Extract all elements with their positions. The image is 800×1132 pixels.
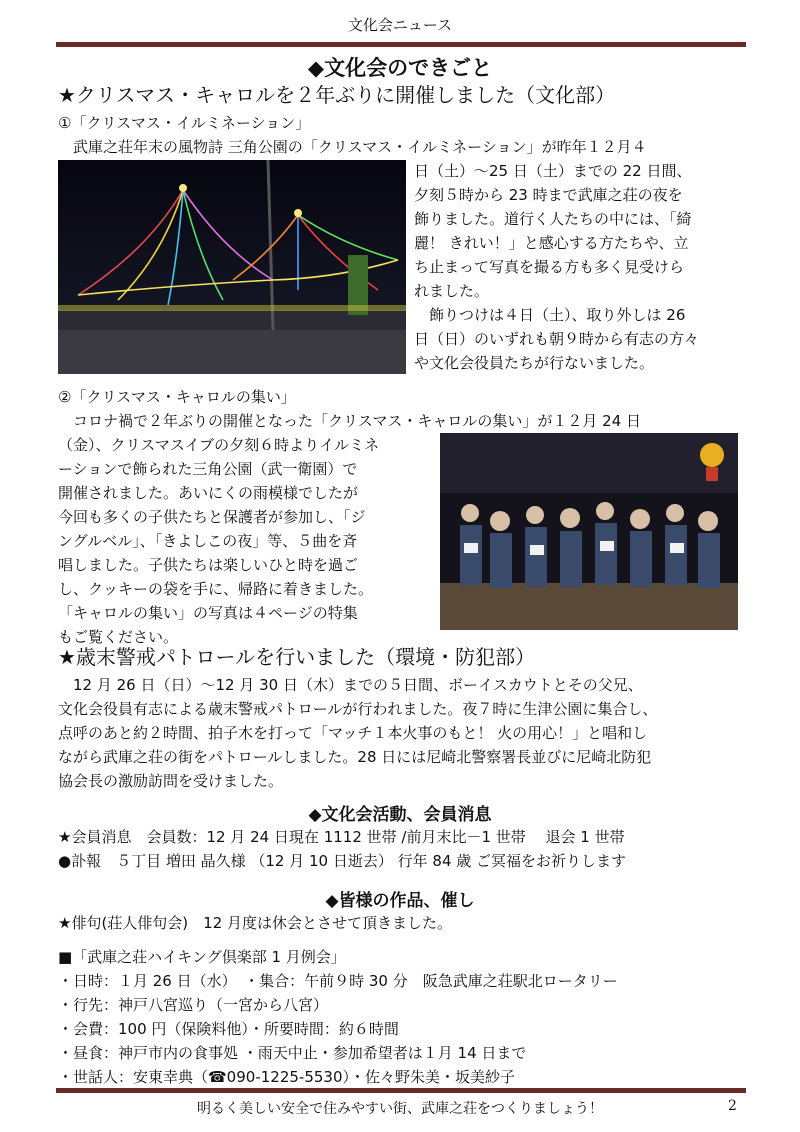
article-line: 開催されました。あいにくの雨模様でしたが (58, 484, 359, 502)
member-status-line: ★会員消息 会員数：12 月 24 日現在 1112 世帯 /前月末比－1 世帯 退会 1 世帯 (58, 828, 625, 846)
article-line: 飾りつけは４日（土）、取り外しは 26 (414, 306, 686, 324)
hiking-title: ■「武庫之荘ハイキング倶楽部 1 月例会」 (58, 948, 346, 966)
article-line: 12 月 26 日（日）～12 月 30 日（木）までの５日間、ボーイスカウトとその父兄、 (58, 676, 643, 694)
carol-choir-photo (440, 433, 738, 630)
article-line: ングルベル」、「きよしこの夜」等、５曲を斉 (58, 532, 358, 550)
subheading-carol: ②「クリスマス・キャロルの集い」 (58, 388, 296, 406)
article-heading-christmas: ★クリスマス・キャロルを２年ぶりに開催しました（文化部） (58, 83, 616, 107)
article-line: もご覧ください。 (58, 628, 179, 646)
section-title-activities: ◆文化会活動、会員消息 (308, 805, 492, 825)
article-line: 麗！ きれい！」と感心する方たちや、立 (414, 234, 689, 252)
article-line: 点呼のあと約２時間、拍子木を打って「マッチ１本火事のもと！ 火の用心！」と唱和し (58, 724, 648, 742)
article-line: 今回も多くの子供たちと保護者が参加し、「ジ (58, 508, 366, 526)
article-line: ーションで飾られた三角公園（武一衛園）で (58, 460, 358, 478)
article-line: れました。 (414, 282, 490, 300)
article-line: 文化会役員有志による歳末警戒パトロールが行われました。夜７時に生津公園に集合し、 (58, 700, 658, 718)
obituary-line: ●訃報 ５丁目 増田 晶久様 （12 月 10 日逝去） 行年 84 歳 ご冥福をお祈りします (58, 852, 627, 870)
article-line: （金）、クリスマスイブの夕刻６時よりイルミネ (58, 436, 380, 454)
article-line: 飾りました。道行く人たちの中には、「綺 (414, 210, 692, 228)
article-line: 夕刻５時から 23 時まで武庫之荘の夜を (414, 186, 683, 204)
haiku-line: ★俳句(荘人俳句会) 12 月度は休会とさせて頂きました。 (58, 914, 453, 932)
article-line: や文化会役員たちが行ないました。 (414, 354, 655, 372)
article-line: 武庫之荘年末の風物詩 三角公園の「クリスマス・イルミネーション」が昨年１２月４ (58, 138, 647, 156)
subheading-illumination: ①「クリスマス・イルミネーション」 (58, 114, 311, 132)
section-title-events: ◆文化会のできごと (307, 56, 493, 80)
page-number: 2 (728, 1098, 737, 1114)
article-line: 日（日）のいずれも朝９時から有志の方々 (414, 330, 700, 348)
hiking-line: ・会費：100 円（保険料他）・所要時間：約６時間 (58, 1020, 399, 1038)
article-line: ち止まって写真を撮る方も多く見受けら (414, 258, 685, 276)
hiking-line: ・世話人：安東幸典（☎090-1225-5530）・佐々野朱美・坂美紗子 (58, 1068, 515, 1086)
article-line: コロナ禍で２年ぶりの開催となった「クリスマス・キャロルの集い」が１２月 24 日 (58, 412, 642, 430)
article-line: ながら武庫之荘の街をパトロールしました。28 日には尼崎北警察署長並びに尼崎北防犯 (58, 748, 652, 766)
article-line: 唱しました。子供たちは楽しいひと時を過ご (58, 556, 359, 574)
article-line: 協会長の激励訪問を受けました。 (58, 772, 284, 790)
illumination-photo (58, 160, 406, 374)
hiking-line: ・日時：１月 26 日（水） ・集合：午前９時 30 分 阪急武庫之荘駅北ロータリー (58, 972, 618, 990)
footer-rule (56, 1088, 746, 1093)
hiking-line: ・昼食：神戸市内の食事処 ・雨天中止・参加希望者は１月 14 日まで (58, 1044, 527, 1062)
article-heading-patrol: ★歳末警戒パトロールを行いました（環境・防犯部） (58, 645, 536, 669)
header-rule (56, 42, 746, 47)
footer-slogan: 明るく美しい安全で住みやすい街、武庫之荘をつくりましょう！ (197, 1101, 603, 1117)
newsletter-title: 文化会ニュース (347, 16, 453, 34)
article-line: 「キャロルの集い」の写真は４ページの特集 (58, 604, 358, 622)
article-line: 日（土）～25 日（土）までの 22 日間、 (414, 162, 692, 180)
article-line: し、クッキーの袋を手に、帰路に着きました。 (58, 580, 374, 598)
section-title-works: ◆皆様の作品、催し (325, 891, 475, 911)
hiking-line: ・行先：神戸八宮巡り（一宮から八宮） (58, 996, 329, 1014)
